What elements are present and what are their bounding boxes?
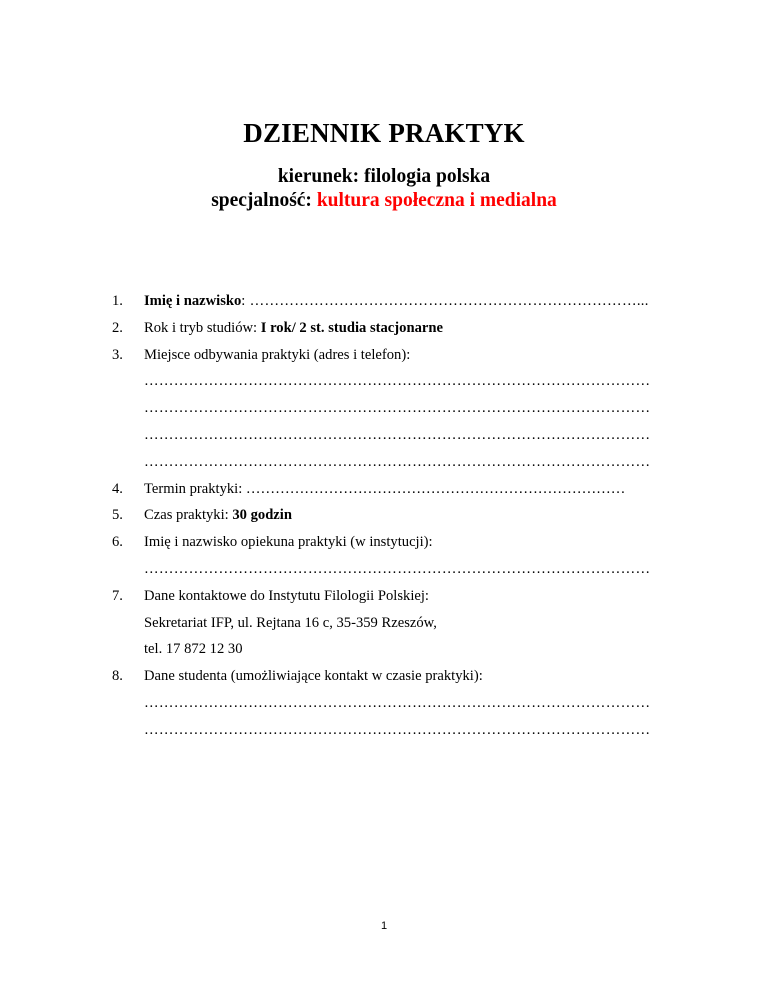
list-item-student-data bbox=[112, 663, 672, 690]
student-data-fill-line bbox=[112, 690, 672, 717]
term-label: Termin praktyki: …………………………………………………………………… bbox=[144, 480, 626, 497]
specjalnosc-line bbox=[0, 190, 768, 212]
dotted-line: ………………………………………………………………………………………… bbox=[144, 721, 651, 738]
location-fill-line bbox=[112, 368, 672, 395]
dotted-line: ………………………………………………………………………………………… bbox=[144, 694, 651, 711]
dotted-line: ………………………………………………………………………………………… bbox=[144, 373, 651, 390]
list-item-contact bbox=[112, 583, 672, 610]
student-data-label: Dane studenta (umożliwiające kontakt w czasie praktyki): bbox=[144, 668, 483, 685]
list-item-study-year bbox=[112, 315, 672, 342]
name-label: Imię i nazwisko bbox=[144, 293, 242, 309]
list-item-supervisor bbox=[112, 529, 672, 556]
specjalnosc-value: kultura społeczna i medialna bbox=[316, 190, 557, 211]
dotted-line: ………………………………………………………………………………………… bbox=[144, 453, 651, 470]
name-fill-line: : ……………………………………………………………………... bbox=[241, 293, 649, 309]
item-number: 4. bbox=[112, 480, 123, 497]
kierunek-line: kierunek: filologia polska bbox=[277, 166, 491, 187]
item-number: 6. bbox=[112, 534, 123, 551]
item-number: 2. bbox=[112, 319, 123, 336]
study-year-label: Rok i tryb studiów: bbox=[144, 319, 261, 336]
list-item-location bbox=[112, 342, 672, 369]
duration-label: Czas praktyki: bbox=[144, 507, 233, 524]
list-item-duration bbox=[112, 502, 672, 529]
specjalnosc-label: specjalność: bbox=[211, 190, 312, 211]
location-fill-line bbox=[112, 395, 672, 422]
contact-address bbox=[112, 610, 672, 637]
form-list bbox=[112, 288, 672, 744]
supervisor-fill-line bbox=[112, 556, 672, 583]
item-number: 7. bbox=[112, 587, 123, 604]
supervisor-label: Imię i nazwisko opiekuna praktyki (w instytucji): bbox=[144, 534, 433, 551]
list-item-name bbox=[112, 288, 672, 315]
item-number: 1. bbox=[112, 293, 123, 309]
item-number: 5. bbox=[112, 507, 123, 524]
contact-phone-text: tel. 17 872 12 30 bbox=[144, 641, 243, 658]
student-data-fill-line bbox=[112, 717, 672, 744]
location-fill-line bbox=[112, 449, 672, 476]
dotted-line: ………………………………………………………………………………………… bbox=[144, 400, 651, 417]
page-number: 1 bbox=[380, 920, 388, 932]
location-label: Miejsce odbywania praktyki (adres i telefon): bbox=[144, 346, 411, 363]
contact-label: Dane kontaktowe do Instytutu Filologii Polskiej: bbox=[144, 587, 429, 604]
item-number: 3. bbox=[112, 346, 123, 363]
contact-address-text: Sekretariat IFP, ul. Rejtana 16 c, 35-359 Rzeszów, bbox=[144, 614, 437, 631]
document-title: DZIENNIK PRAKTYK bbox=[243, 118, 525, 148]
location-fill-line bbox=[112, 422, 672, 449]
item-content bbox=[144, 288, 672, 315]
item-number: 8. bbox=[112, 668, 123, 685]
study-year-value: I rok/ 2 st. studia stacjonarne bbox=[260, 319, 443, 336]
dotted-line: ………………………………………………………………………………………… bbox=[144, 426, 651, 443]
contact-phone bbox=[112, 636, 672, 663]
list-item-term bbox=[112, 476, 672, 503]
duration-value: 30 godzin bbox=[232, 507, 292, 524]
item-content bbox=[144, 502, 672, 529]
dotted-line: ………………………………………………………………………………………… bbox=[144, 560, 651, 577]
item-content bbox=[144, 315, 672, 342]
